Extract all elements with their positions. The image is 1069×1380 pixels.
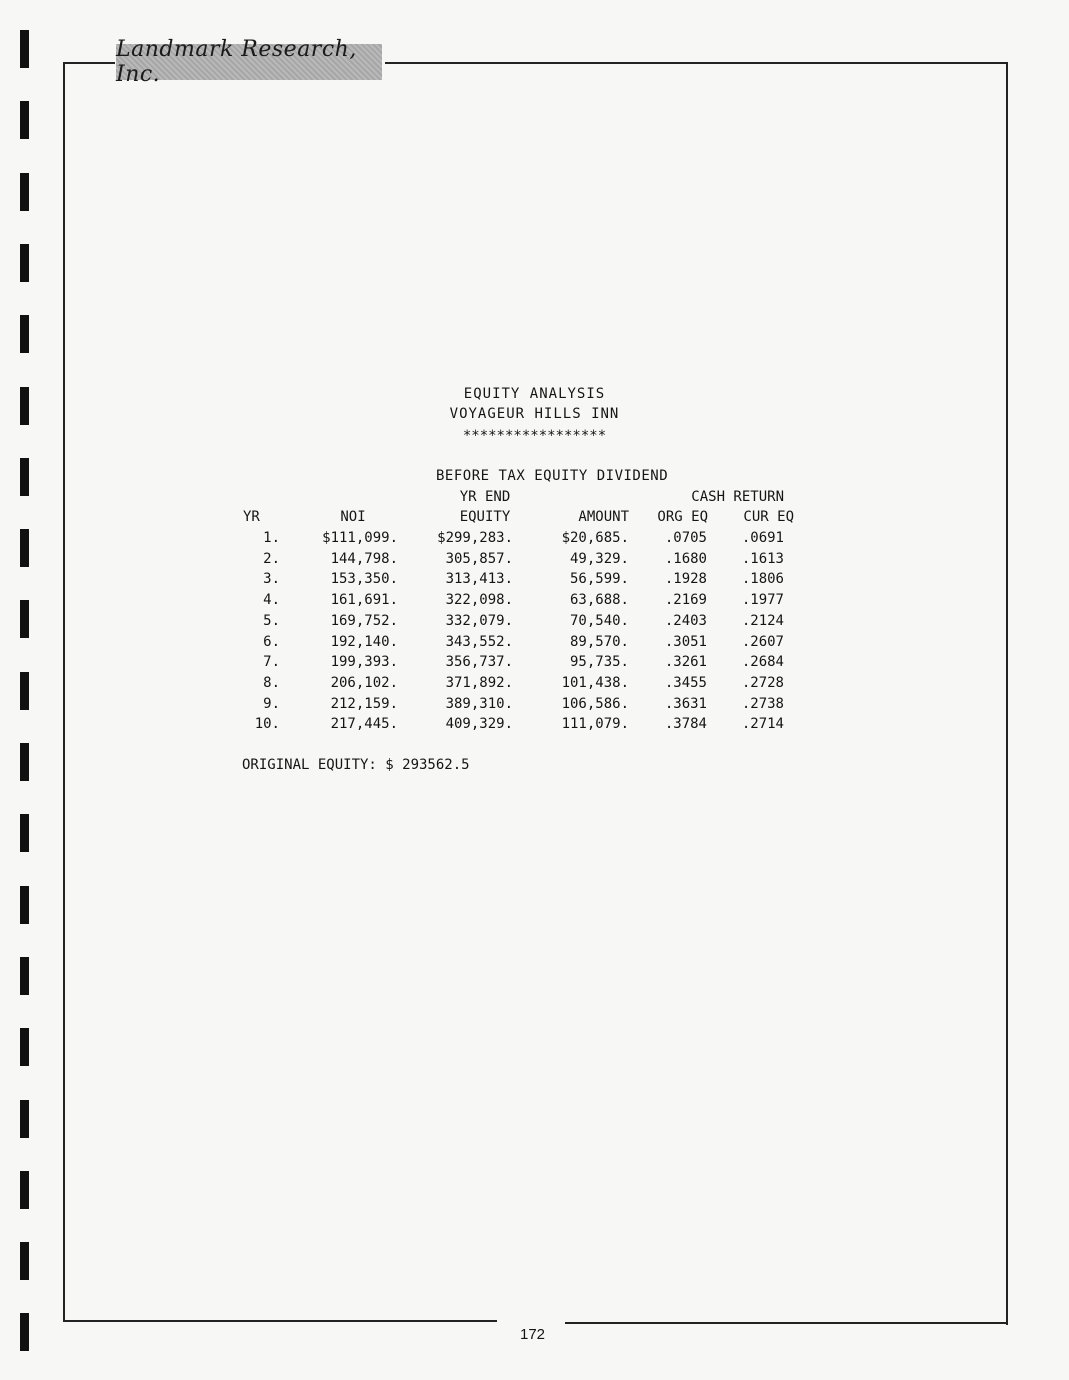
binding-hole-mark: [20, 1242, 29, 1280]
binding-hole-mark: [20, 1313, 29, 1351]
header-org-eq: ORG EQ: [657, 509, 708, 525]
cell-amount: 70,540.: [569, 612, 629, 629]
report-subtitle: VOYAGEUR HILLS INN: [449, 406, 620, 422]
header-yr: YR: [243, 509, 260, 525]
cell-cur-eq: .2607: [741, 633, 784, 650]
cell-cur-eq: .2728: [741, 674, 784, 691]
cell-cur-eq: .1806: [741, 571, 784, 588]
cell-yr: 7.: [263, 654, 280, 671]
cell-org-eq: .3051: [664, 633, 707, 650]
cell-cur-eq: .0691: [741, 530, 784, 546]
cell-yr-end-equity: 356,737.: [445, 654, 513, 671]
cell-org-eq: .3784: [664, 716, 707, 733]
cell-org-eq: .2403: [664, 612, 707, 629]
original-equity: ORIGINAL EQUITY: $ 293562.5: [242, 757, 470, 773]
header-amount: AMOUNT: [578, 509, 629, 525]
cell-noi: 212,159.: [330, 695, 398, 712]
cell-org-eq: .1928: [664, 571, 707, 588]
section-title: BEFORE TAX EQUITY DIVIDEND: [436, 468, 669, 484]
binding-hole-mark: [20, 1028, 29, 1066]
cell-yr-end-equity: 305,857.: [445, 550, 513, 567]
cell-noi: 206,102.: [330, 674, 398, 691]
cell-yr: 1.: [263, 530, 280, 546]
cell-amount: 56,599.: [569, 571, 629, 588]
cell-cur-eq: .2714: [741, 716, 784, 733]
cell-noi: $111,099.: [322, 530, 398, 546]
binding-hole-mark: [20, 743, 29, 781]
cell-yr-end-equity: 371,892.: [445, 674, 513, 691]
cell-yr-end-equity: 343,552.: [445, 633, 513, 650]
binding-hole-mark: [20, 600, 29, 638]
cell-amount: 106,586.: [561, 695, 629, 712]
binding-hole-mark: [20, 814, 29, 852]
cell-cur-eq: .2124: [741, 612, 784, 629]
binding-hole-mark: [20, 957, 29, 995]
frame-border: [1006, 62, 1008, 1325]
frame-border: [565, 1322, 1008, 1324]
cell-amount: $20,685.: [561, 530, 629, 546]
header-yr-end: YR END: [459, 489, 511, 505]
binding-hole-mark: [20, 1171, 29, 1209]
cell-org-eq: .0705: [664, 530, 707, 546]
binding-hole-mark: [20, 1100, 29, 1138]
company-logo: [116, 37, 382, 87]
cell-org-eq: .2169: [664, 592, 707, 609]
binding-hole-mark: [20, 672, 29, 710]
cell-org-eq: .1680: [664, 550, 707, 567]
binding-hole-mark: [20, 458, 29, 496]
cell-amount: 89,570.: [569, 633, 629, 650]
cell-amount: 49,329.: [569, 550, 629, 567]
binding-hole-mark: [20, 173, 29, 211]
cell-yr: 5.: [263, 612, 280, 629]
cell-noi: 153,350.: [330, 571, 398, 588]
cell-yr-end-equity: 332,079.: [445, 612, 513, 629]
cell-amount: 95,735.: [569, 654, 629, 671]
cell-yr: 6.: [263, 633, 280, 650]
frame-border: [385, 62, 1008, 64]
binding-hole-mark: [20, 886, 29, 924]
logo-text: Landmark Research, Inc.: [116, 37, 357, 87]
cell-noi: 169,752.: [330, 612, 398, 629]
cell-noi: 144,798.: [330, 550, 398, 567]
cell-cur-eq: .1613: [741, 550, 784, 567]
cell-cur-eq: .2738: [741, 695, 784, 712]
cell-cur-eq: .1977: [741, 592, 784, 609]
binding-hole-mark: [20, 244, 29, 282]
frame-border: [63, 62, 65, 1321]
cell-yr-end-equity: 322,098.: [445, 592, 513, 609]
binding-hole-mark: [20, 529, 29, 567]
cell-yr-end-equity: $299,283.: [437, 530, 513, 546]
header-equity: EQUITY: [459, 509, 511, 525]
title-divider-stars: *****************: [462, 428, 607, 444]
cell-amount: 101,438.: [561, 674, 629, 691]
cell-noi: 192,140.: [330, 633, 398, 650]
cell-noi: 199,393.: [330, 654, 398, 671]
cell-yr: 3.: [263, 571, 280, 588]
header-cur-eq: CUR EQ: [743, 509, 794, 525]
cell-noi: 161,691.: [330, 592, 398, 609]
cell-org-eq: .3455: [664, 674, 707, 691]
binding-marks: [20, 0, 32, 1380]
page-number: 172: [520, 1326, 546, 1343]
binding-hole-mark: [20, 315, 29, 353]
report-title: EQUITY ANALYSIS: [463, 386, 606, 402]
cell-org-eq: .3631: [664, 695, 707, 712]
binding-hole-mark: [20, 101, 29, 139]
header-noi: NOI: [340, 509, 366, 525]
frame-border: [63, 62, 115, 64]
cell-cur-eq: .2684: [741, 654, 784, 671]
cell-amount: 111,079.: [561, 716, 629, 733]
header-cash-return: CASH RETURN: [691, 489, 784, 505]
cell-yr-end-equity: 389,310.: [445, 695, 513, 712]
cell-yr: 2.: [263, 550, 280, 567]
cell-amount: 63,688.: [569, 592, 629, 609]
frame-border: [63, 1320, 497, 1322]
cell-yr: 10.: [254, 716, 280, 733]
cell-org-eq: .3261: [664, 654, 707, 671]
cell-noi: 217,445.: [330, 716, 398, 733]
cell-yr: 9.: [263, 695, 280, 712]
cell-yr-end-equity: 313,413.: [445, 571, 513, 588]
cell-yr: 4.: [263, 592, 280, 609]
cell-yr: 8.: [263, 674, 280, 691]
binding-hole-mark: [20, 30, 29, 68]
cell-yr-end-equity: 409,329.: [445, 716, 513, 733]
